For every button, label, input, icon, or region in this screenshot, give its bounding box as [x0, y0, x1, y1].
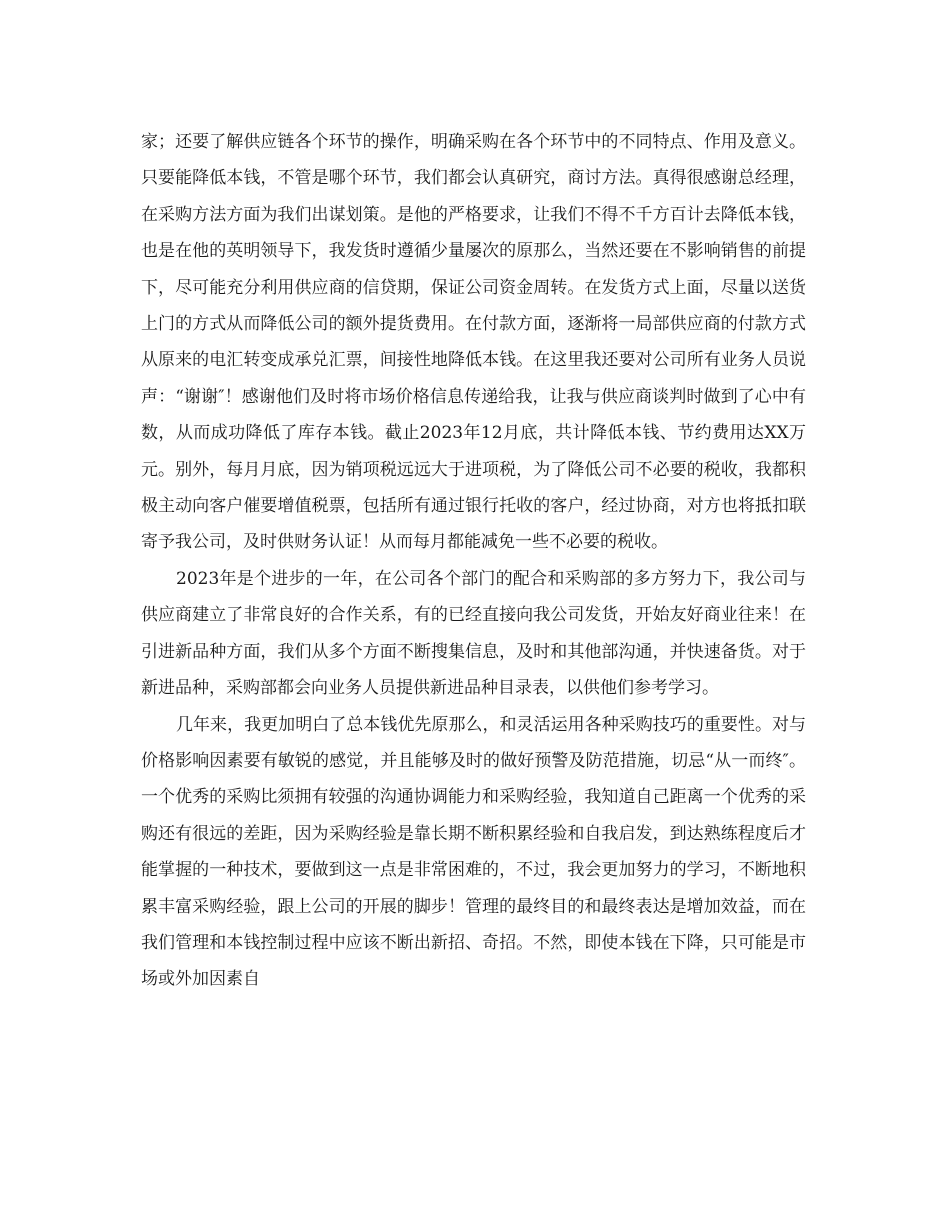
paragraph-3: 几年来，我更加明白了总本钱优先原那么，和灵活运用各种采购技巧的重要性。对与价格影响因素要有敏锐的感觉，并且能够及时的做好预警及防范措施，切忌“从一而终″。一个优秀的采购比须拥有较强的沟通协调能力和采购经验，我知道自己距离一个优秀的采购还有很远的差距，因为采购经验是靠长期不断积累经验和自我启发，到达熟练程度后才能掌握的一种技术，要做到这一点是非常困难的，不过，我会更加努力的学习，不断地积累丰富采购经验，跟上公司的开展的脚步！管理的最终目的和最终表达是增加效益，而在我们管理和本钱控制过程中应该不断出新招、奇招。不然，即使本钱在下降，只可能是市场或外加因素自 — [141, 714, 806, 990]
document-body — [141, 124, 806, 998]
paragraph-2: 2023年是个进步的一年，在公司各个部门的配合和采购部的多方努力下，我公司与供应商建立了非常良好的合作关系，有的已经直接向我公司发货，开始友好商业往来！在引进新品种方面，我们从多个方面不断搜集信息，及时和其他部沟通，并快速备货。对于新进品种，采购部都会向业务人员提供新进品种目录表，以供他们参考学习。 — [141, 568, 806, 699]
paragraph-1: 家；还要了解供应链各个环节的操作，明确采购在各个环节中的不同特点、作用及意义。只要能降低本钱，不管是哪个环节，我们都会认真研究，商讨方法。真得很感谢总经理，在采购方法方面为我们出谋划策。是他的严格要求，让我们不得不千方百计去降低本钱，也是在他的英明领导下，我发货时遵循少量屡次的原那么，当然还要在不影响销售的前提下，尽可能充分利用供应商的信贷期，保证公司资金周转。在发货方式上面，尽量以送货上门的方式从而降低公司的额外提货费用。在付款方面，逐渐将一局部供应商的付款方式从原来的电汇转变成承兑汇票，间接性地降低本钱。在这里我还要对公司所有业务人员说声：“谢谢″！感谢他们及时将市场价格信息传递给我，让我与供应商谈判时做到了心中有数，从而成功降低了库存本钱。截止2023年12月底，共计降低本钱、节约费用达XX万元。别外，每月月底，因为销项税远远大于进项税，为了降低公司不必要的税收，我都积极主动向客户催要增值税票，包括所有通过银行托收的客户，经过协商，对方也将抵扣联寄予我公司，及时供财务认证！从而每月都能减免一些不必要的税收。 — [141, 132, 806, 553]
